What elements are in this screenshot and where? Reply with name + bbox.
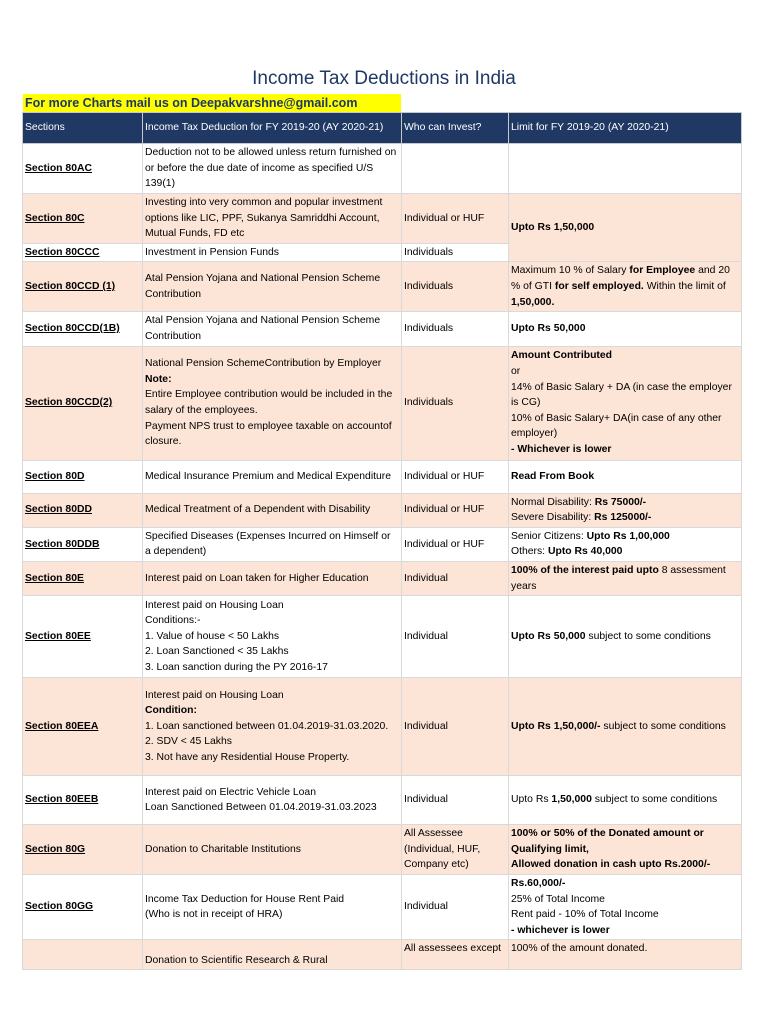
spreadsheet (22, 112, 741, 966)
table-row (23, 527, 742, 561)
section-cell: Section 80G (23, 825, 143, 875)
who-cell: Individual or HUF (402, 460, 509, 493)
who-cell: Individuals (402, 346, 509, 460)
header-limit: Limit for FY 2019-20 (AY 2020-21) (509, 113, 742, 144)
table-row (23, 596, 742, 678)
table-row (23, 776, 742, 825)
header-sections: Sections (23, 113, 143, 144)
table-row (23, 262, 742, 312)
section-cell: Section 80GG (23, 874, 143, 939)
description-cell: Atal Pension Yojana and National Pension Scheme Contribution (143, 312, 402, 346)
who-cell: Individual (402, 596, 509, 678)
table-row (23, 561, 742, 595)
section-cell: Section 80C (23, 194, 143, 244)
limit-cell: Maximum 10 % of Salary for Employee and 20 % of GTI for self employed. Within the limit of 1,50,000. (509, 262, 742, 312)
who-cell: Individuals (402, 312, 509, 346)
limit-cell: 100% or 50% of the Donated amount or Qualifying limit, Allowed donation in cash upto Rs.2000/- (509, 825, 742, 875)
section-cell: Section 80CCC (23, 243, 143, 262)
description-cell: Donation to Charitable Institutions (143, 825, 402, 875)
who-cell: Individual (402, 678, 509, 776)
table-row (23, 678, 742, 776)
section-cell: Section 80D (23, 460, 143, 493)
description-cell: Investing into very common and popular investment options like LIC, PPF, Sukanya Samriddhi Account, Mutual Funds, FD etc (143, 194, 402, 244)
who-cell: All assessees except (402, 940, 509, 970)
limit-cell: Amount Contributed or 14% of Basic Salary + DA (in case the employer is CG) 10% of Basic Salary+ DA(in case of any other employer) - Whichever is lower (509, 346, 742, 460)
description-cell: Interest paid on Housing Loan Condition: 1. Loan sanctioned between 01.04.2019-31.03.2020. 2. SDV < 45 Lakhs 3. Not have any Residential House Property. (143, 678, 402, 776)
contact-banner: For more Charts mail us on Deepakvarshne@gmail.com (23, 94, 401, 112)
who-cell: Individual (402, 776, 509, 825)
limit-cell: Upto Rs 50,000 (509, 312, 742, 346)
section-cell: Section 80EE (23, 596, 143, 678)
header-row (23, 113, 742, 144)
who-cell: Individuals (402, 243, 509, 262)
section-cell: Section 80E (23, 561, 143, 595)
limit-cell: Senior Citizens: Upto Rs 1,00,000 Others: Upto Rs 40,000 (509, 527, 742, 561)
limit-cell: Upto Rs 1,50,000/- subject to some conditions (509, 678, 742, 776)
description-cell: National Pension SchemeContribution by Employer Note: Entire Employee contribution would be included in the salary of the employees. Payment NPS trust to employee taxable on accountof closure. (143, 346, 402, 460)
description-cell: Atal Pension Yojana and National Pension Scheme Contribution (143, 262, 402, 312)
description-cell: Interest paid on Loan taken for Higher Education (143, 561, 402, 595)
description-cell: Medical Insurance Premium and Medical Expenditure (143, 460, 402, 493)
who-cell: Individuals (402, 262, 509, 312)
limit-cell: Normal Disability: Rs 75000/- Severe Disability: Rs 125000/- (509, 493, 742, 527)
description-cell: Interest paid on Electric Vehicle Loan Loan Sanctioned Between 01.04.2019-31.03.2023 (143, 776, 402, 825)
limit-cell: 100% of the amount donated. (509, 940, 742, 970)
section-cell: Section 80EEB (23, 776, 143, 825)
description-cell: Income Tax Deduction for House Rent Paid (Who is not in receipt of HRA) (143, 874, 402, 939)
section-cell: Section 80DD (23, 493, 143, 527)
description-cell: Deduction not to be allowed unless return furnished on or before the due date of income as specified U/S 139(1) (143, 144, 402, 194)
description-cell: Specified Diseases (Expenses Incurred on Himself or a dependent) (143, 527, 402, 561)
page-title: Income Tax Deductions in India (252, 68, 516, 89)
section-cell: Section 80CCD (1) (23, 262, 143, 312)
table-row (23, 460, 742, 493)
limit-amount: Upto Rs 1,50,000 (511, 221, 595, 233)
header-deduction: Income Tax Deduction for FY 2019-20 (AY 2020-21) (143, 113, 402, 144)
limit-cell: Upto Rs 50,000 subject to some conditions (509, 596, 742, 678)
header-who: Who can Invest? (402, 113, 509, 144)
limit-cell: Upto Rs 1,50,000 subject to some conditions (509, 776, 742, 825)
who-cell: Individual (402, 561, 509, 595)
table-row (23, 194, 742, 244)
section-cell: Section 80CCD(2) (23, 346, 143, 460)
table-row (23, 144, 742, 194)
description-cell: Investment in Pension Funds (143, 243, 402, 262)
who-cell: Individual (402, 874, 509, 939)
table-row (23, 493, 742, 527)
section-cell: Section 80EEA (23, 678, 143, 776)
limit-cell (509, 194, 742, 262)
deductions-table (22, 112, 742, 970)
limit-cell (509, 144, 742, 194)
limit-cell: 100% of the interest paid upto 8 assessment years (509, 561, 742, 595)
limit-cell: Rs.60,000/- 25% of Total Income Rent paid - 10% of Total Income - whichever is lower (509, 874, 742, 939)
table-row (23, 940, 742, 970)
who-cell (402, 144, 509, 194)
table-row (23, 312, 742, 346)
who-cell: Individual or HUF (402, 493, 509, 527)
description-cell: Medical Treatment of a Dependent with Disability (143, 493, 402, 527)
who-cell: Individual or HUF (402, 194, 509, 244)
table-row (23, 825, 742, 875)
section-cell: Section 80DDB (23, 527, 143, 561)
description-cell: Donation to Scientific Research & Rural (143, 940, 402, 970)
section-cell (23, 940, 143, 970)
section-cell: Section 80AC (23, 144, 143, 194)
table-row (23, 346, 742, 460)
who-cell: Individual or HUF (402, 527, 509, 561)
limit-cell: Read From Book (509, 460, 742, 493)
table-row (23, 874, 742, 939)
section-cell: Section 80CCD(1B) (23, 312, 143, 346)
who-cell: All Assessee (Individual, HUF, Company etc) (402, 825, 509, 875)
description-cell: Interest paid on Housing Loan Conditions:- 1. Value of house < 50 Lakhs 2. Loan Sanctioned < 35 Lakhs 3. Loan sanction during the PY 2016-17 (143, 596, 402, 678)
